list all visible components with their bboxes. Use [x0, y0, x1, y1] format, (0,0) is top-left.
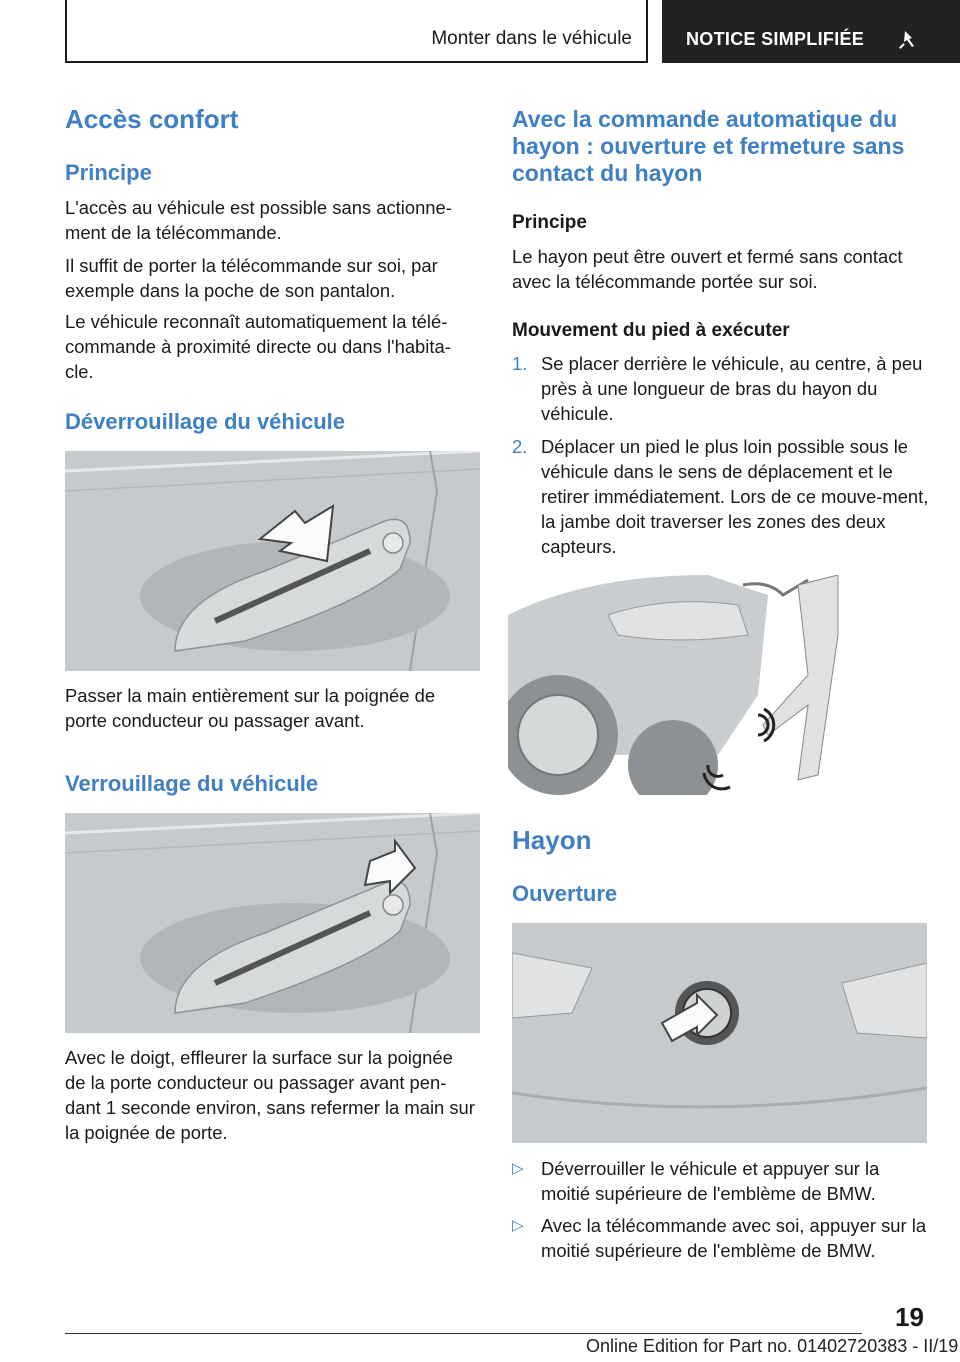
- heading-verrouillage: Verrouillage du véhicule: [65, 771, 319, 796]
- bullet-marker: ▷: [512, 1160, 524, 1177]
- heading-principe-left: Principe: [65, 160, 152, 185]
- heading-deverrouillage: Déverrouillage du véhicule: [65, 409, 345, 434]
- step-number: 1.: [512, 353, 528, 374]
- quick-reference-icon: [896, 28, 920, 52]
- list-item-step-1: [512, 351, 932, 426]
- heading-principe-right: Principe: [512, 212, 587, 233]
- heading-mouvement-pied: Mouvement du pied à exécuter: [512, 320, 790, 341]
- paragraph-principe-hayon: Le hayon peut être ouvert et fermé sans contact avec la télécommande portée sur soi.: [512, 246, 903, 292]
- paragraph-principe-3: Le véhicule reconnaît automatiquement la télé-commande à proximité directe ou dans l'habita-cle.: [65, 311, 451, 382]
- page-number: 19: [895, 1302, 924, 1332]
- footer-divider: [65, 1333, 862, 1334]
- footer-edition: Online Edition for Part no. 01402720383 - II/19: [586, 1336, 959, 1356]
- list-item-bullet-1: [512, 1156, 932, 1206]
- paragraph-principe-1: L'accès au véhicule est possible sans actionne-ment de la télécommande.: [65, 197, 452, 243]
- caption-verrouillage: Avec le doigt, effleurer la surface sur la poignée de la porte conducteur ou passager avant pen-dant 1 seconde environ, sans refermer la main sur la poignée de porte.: [65, 1047, 475, 1143]
- header-badge: [662, 0, 960, 63]
- header-badge-label: NOTICE SIMPLIFIÉE: [686, 29, 865, 49]
- list-item-step-2: [512, 434, 932, 559]
- figure-door-handle-lock: [65, 813, 480, 1033]
- section-title-hayon: Hayon: [512, 825, 592, 855]
- caption-deverrouillage: Passer la main entièrement sur la poignée de porte conducteur ou passager avant.: [65, 685, 436, 731]
- section-title-commande-hayon: Avec la commande automatique du hayon : ouverture et fermeture sans contact du hayon: [512, 106, 905, 186]
- header-section-title: Monter dans le véhicule: [431, 28, 632, 49]
- step-text: Déplacer un pied le plus loin possible sous le véhicule dans le sens de déplacement et le retirer immédiatement. Lors de ce mouve-ment, la jambe doit traverser les zones des deux capteurs.: [541, 436, 929, 557]
- figure-tailgate-emblem: [512, 923, 927, 1143]
- paragraph-principe-2: Il suffit de porter la télécommande sur soi, par exemple dans la poche de son pantalon.: [65, 255, 438, 301]
- step-number: 2.: [512, 436, 528, 457]
- heading-ouverture: Ouverture: [512, 881, 618, 906]
- figure-door-handle-unlock: [65, 451, 480, 671]
- figure-foot-gesture: [508, 575, 923, 795]
- bullet-text: Déverrouiller le véhicule et appuyer sur la moitié supérieure de l'emblème de BMW.: [541, 1158, 880, 1204]
- bullet-marker: ▷: [512, 1217, 524, 1234]
- section-title-acces-confort: Accès confort: [65, 104, 239, 134]
- list-item-bullet-2: [512, 1213, 932, 1263]
- step-text: Se placer derrière le véhicule, au centre, à peu près à une longueur de bras du hayon du véhicule.: [541, 353, 923, 424]
- bullet-text: Avec la télécommande avec soi, appuyer sur la moitié supérieure de l'emblème de BMW.: [541, 1215, 927, 1261]
- header-section-box: [65, 0, 648, 63]
